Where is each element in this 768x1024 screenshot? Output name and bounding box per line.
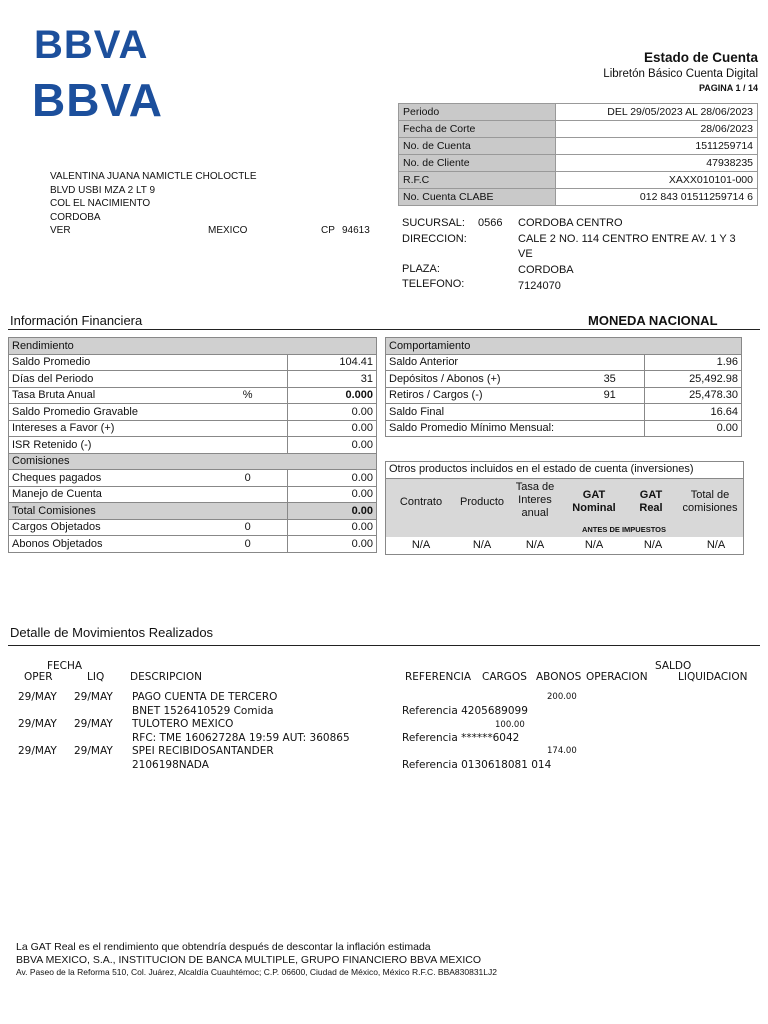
customer-address-line1: BLVD USBI MZA 2 LT 9	[50, 184, 156, 196]
rendimiento-label: Saldo Promedio	[9, 354, 209, 371]
account-info-row	[399, 172, 758, 189]
bbva-logo-partial	[34, 23, 164, 67]
account-info-table	[398, 103, 758, 206]
rendimiento-mid	[208, 420, 288, 437]
account-info-value: 1511259714	[556, 138, 758, 155]
movement-reference: Referencia 0130618081 014	[402, 759, 552, 771]
account-info-row	[399, 138, 758, 155]
otros-value: N/A	[706, 539, 726, 551]
account-info-row	[399, 121, 758, 138]
branch-direccion-line2: VE	[518, 248, 533, 260]
currency-label: MONEDA NACIONAL	[588, 313, 718, 328]
movement-reference: Referencia 4205689099	[402, 705, 528, 717]
comportamiento-value: 25,478.30	[645, 387, 742, 404]
comision-value: 0.00	[288, 486, 377, 503]
rendimiento-label: Tasa Bruta Anual	[9, 387, 209, 404]
svg-text:BBVA: BBVA	[32, 74, 163, 126]
otros-productos-box	[385, 461, 744, 555]
account-info-label: No. Cuenta CLABE	[399, 189, 556, 206]
total-comisiones-label: Total Comisiones	[9, 503, 288, 520]
rendimiento-label: Días del Periodo	[9, 371, 209, 388]
movement-amount: 200.00	[547, 692, 577, 702]
otros-productos-values	[386, 537, 743, 554]
rendimiento-mid	[208, 354, 288, 371]
account-info-label: R.F.C	[399, 172, 556, 189]
table-row	[9, 387, 377, 404]
header-cargos: CARGOS	[482, 671, 527, 683]
comportamiento-mid	[575, 404, 645, 421]
col-tasa: Tasa de Interes anual	[515, 481, 555, 519]
account-info-label: Fecha de Corte	[399, 121, 556, 138]
otros-productos-title: Otros productos incluidos en el estado de cuenta (inversiones)	[386, 462, 743, 479]
rendimiento-mid	[208, 371, 288, 388]
table-row	[386, 387, 742, 404]
customer-address-line2: COL EL NACIMIENTO	[50, 198, 151, 209]
customer-name: VALENTINA JUANA NAMICTLE CHOLOCTLE	[50, 171, 257, 182]
footer-gat-note: La GAT Real es el rendimiento que obtendría después de descontar la inflación estimada	[16, 941, 431, 953]
bbva-logo-graphic	[32, 74, 172, 126]
footer-legal-name: BBVA MEXICO, S.A., INSTITUCION DE BANCA MULTIPLE, GRUPO FINANCIERO BBVA MEXICO	[16, 954, 482, 966]
customer-state: VER	[50, 225, 71, 236]
col-total-comisiones: Total de comisiones	[682, 489, 738, 514]
col-gat-real: GAT Real	[639, 489, 663, 514]
branch-plaza-label: PLAZA:	[402, 263, 440, 275]
comportamiento-value: 25,492.98	[645, 371, 742, 388]
movement-oper-date: 29/MAY	[18, 718, 57, 730]
movement-liq-date: 29/MAY	[74, 718, 113, 730]
movement-liq-date: 29/MAY	[74, 745, 113, 757]
movements-table	[0, 655, 768, 775]
otros-productos-columns	[386, 479, 743, 537]
table-row	[386, 420, 742, 437]
rendimiento-header: Rendimiento	[9, 338, 377, 355]
rendimiento-value: 104.41	[288, 354, 377, 371]
table-row	[386, 354, 742, 371]
col-gat-nominal: GAT Nominal	[572, 489, 616, 514]
movement-description: TULOTERO MEXICO	[132, 718, 234, 730]
col-producto: Producto	[459, 496, 505, 508]
table-row	[9, 420, 377, 437]
document-title: Estado de Cuenta	[643, 50, 758, 65]
branch-telefono: 7124070	[518, 280, 561, 292]
table-row	[9, 453, 377, 470]
table-row	[386, 338, 742, 355]
objetado-mid: 0	[208, 519, 288, 536]
branch-info	[402, 216, 762, 296]
customer-cp: 94613	[342, 225, 370, 236]
rendimiento-table	[8, 337, 377, 553]
customer-state-row	[50, 224, 370, 238]
table-row	[9, 503, 377, 520]
account-info-label: Periodo	[399, 104, 556, 121]
bbva-logo-partial-graphic	[34, 23, 164, 67]
account-info-row	[399, 189, 758, 206]
movement-description-detail: BNET 1526410529 Comida	[132, 705, 274, 717]
movement-amount: 174.00	[547, 746, 577, 756]
comportamiento-table	[385, 337, 742, 437]
rendimiento-mid: %	[208, 387, 288, 404]
section-divider	[8, 645, 760, 646]
table-row	[9, 536, 377, 553]
header-liquidacion: LIQUIDACION	[678, 671, 748, 683]
objetado-label: Cargos Objetados	[9, 519, 209, 536]
table-row	[9, 371, 377, 388]
account-info-label: No. de Cliente	[399, 155, 556, 172]
otros-value: N/A	[472, 539, 492, 551]
rendimiento-label: Intereses a Favor (+)	[9, 420, 209, 437]
comportamiento-value: 1.96	[645, 354, 742, 371]
comportamiento-label: Saldo Final	[386, 404, 576, 421]
bbva-logo	[32, 76, 172, 127]
section-divider	[8, 329, 760, 330]
footer-address: Av. Paseo de la Reforma 510, Col. Juárez, Alcaldía Cuauhtémoc; C.P. 06600, Ciudad de México, México R.F.C. BBA830831LJ2	[16, 967, 497, 977]
rendimiento-label: Saldo Promedio Gravable	[9, 404, 209, 421]
comportamiento-label: Saldo Anterior	[386, 354, 576, 371]
comisiones-header: Comisiones	[9, 453, 377, 470]
header-saldo: SALDO	[655, 660, 692, 672]
movement-oper-date: 29/MAY	[18, 745, 57, 757]
col-contrato: Contrato	[399, 496, 443, 508]
branch-plaza: CORDOBA	[518, 264, 574, 276]
movement-description-detail: RFC: TME 16062728A 19:59 AUT: 360865	[132, 732, 350, 744]
antes-de-impuestos: ANTES DE IMPUESTOS	[581, 525, 667, 534]
objetado-value: 0.00	[288, 519, 377, 536]
table-row	[386, 404, 742, 421]
objetado-label: Abonos Objetados	[9, 536, 209, 553]
comision-label: Cheques pagados	[9, 470, 209, 487]
customer-address	[50, 170, 370, 238]
account-info-value: 28/06/2023	[556, 121, 758, 138]
rendimiento-value: 31	[288, 371, 377, 388]
rendimiento-mid	[208, 404, 288, 421]
rendimiento-label: ISR Retenido (-)	[9, 437, 209, 454]
branch-sucursal-label: SUCURSAL:	[402, 217, 465, 229]
customer-city: CORDOBA	[50, 211, 101, 223]
account-info-value: 012 843 01511259714 6	[556, 189, 758, 206]
comportamiento-header: Comportamiento	[386, 338, 742, 355]
header-referencia: REFERENCIA	[405, 671, 471, 683]
account-info-label: No. de Cuenta	[399, 138, 556, 155]
comportamiento-mid: 35	[575, 371, 645, 388]
branch-direccion-line1: CALE 2 NO. 114 CENTRO ENTRE AV. 1 Y 3	[518, 233, 736, 245]
header-oper: OPER	[24, 671, 53, 683]
rendimiento-mid	[208, 437, 288, 454]
rendimiento-value: 0.00	[288, 404, 377, 421]
branch-sucursal-code: 0566	[478, 217, 503, 229]
customer-cp-label: CP	[321, 225, 335, 236]
table-row	[9, 437, 377, 454]
branch-direccion-label: DIRECCION:	[402, 233, 467, 245]
customer-country: MEXICO	[208, 225, 248, 236]
comportamiento-label: Retiros / Cargos (-)	[386, 387, 576, 404]
movement-reference: Referencia ******6042	[402, 732, 520, 744]
header-operacion: OPERACION	[586, 671, 648, 683]
table-row	[9, 519, 377, 536]
movement-liq-date: 29/MAY	[74, 691, 113, 703]
otros-value: N/A	[525, 539, 545, 551]
header-abonos: ABONOS	[536, 671, 582, 683]
movement-amount: 100.00	[495, 720, 525, 730]
comportamiento-label: Saldo Promedio Mínimo Mensual:	[386, 420, 645, 437]
table-row	[9, 404, 377, 421]
financial-info-title: Información Financiera	[10, 313, 143, 328]
branch-telefono-label: TELEFONO:	[402, 278, 465, 290]
comportamiento-mid	[575, 354, 645, 371]
objetado-mid: 0	[208, 536, 288, 553]
comportamiento-mid: 91	[575, 387, 645, 404]
table-row	[9, 338, 377, 355]
objetado-value: 0.00	[288, 536, 377, 553]
table-row	[9, 486, 377, 503]
movement-oper-date: 29/MAY	[18, 691, 57, 703]
table-row	[9, 354, 377, 371]
total-comisiones-value: 0.00	[288, 503, 377, 520]
comision-mid	[208, 486, 288, 503]
rendimiento-value: 0.000	[288, 387, 377, 404]
rendimiento-value: 0.00	[288, 437, 377, 454]
comision-value: 0.00	[288, 470, 377, 487]
movement-description: SPEI RECIBIDOSANTANDER	[132, 745, 274, 757]
account-info-row	[399, 104, 758, 121]
account-info-value: 47938235	[556, 155, 758, 172]
table-row	[9, 470, 377, 487]
header-liq: LIQ	[87, 671, 105, 683]
account-info-row	[399, 155, 758, 172]
otros-value: N/A	[643, 539, 663, 551]
branch-sucursal-name: CORDOBA CENTRO	[518, 217, 623, 229]
svg-text:BBVA: BBVA	[34, 23, 149, 67]
header-fecha: FECHA	[47, 660, 83, 672]
document-subtitle: Libretón Básico Cuenta Digital	[603, 68, 758, 80]
header-descripcion: DESCRIPCION	[130, 671, 202, 683]
account-info-value: XAXX010101-000	[556, 172, 758, 189]
comportamiento-value: 16.64	[645, 404, 742, 421]
movement-description-detail: 2106198NADA	[132, 759, 209, 771]
comision-label: Manejo de Cuenta	[9, 486, 209, 503]
rendimiento-value: 0.00	[288, 420, 377, 437]
comportamiento-value: 0.00	[645, 420, 742, 437]
otros-value: N/A	[411, 539, 431, 551]
page-number: PAGINA 1 / 14	[698, 83, 758, 93]
table-row	[386, 371, 742, 388]
otros-value: N/A	[584, 539, 604, 551]
comportamiento-label: Depósitos / Abonos (+)	[386, 371, 576, 388]
movement-description: PAGO CUENTA DE TERCERO	[132, 691, 278, 703]
account-info-value: DEL 29/05/2023 AL 28/06/2023	[556, 104, 758, 121]
comision-mid: 0	[208, 470, 288, 487]
movements-title: Detalle de Movimientos Realizados	[10, 625, 214, 640]
